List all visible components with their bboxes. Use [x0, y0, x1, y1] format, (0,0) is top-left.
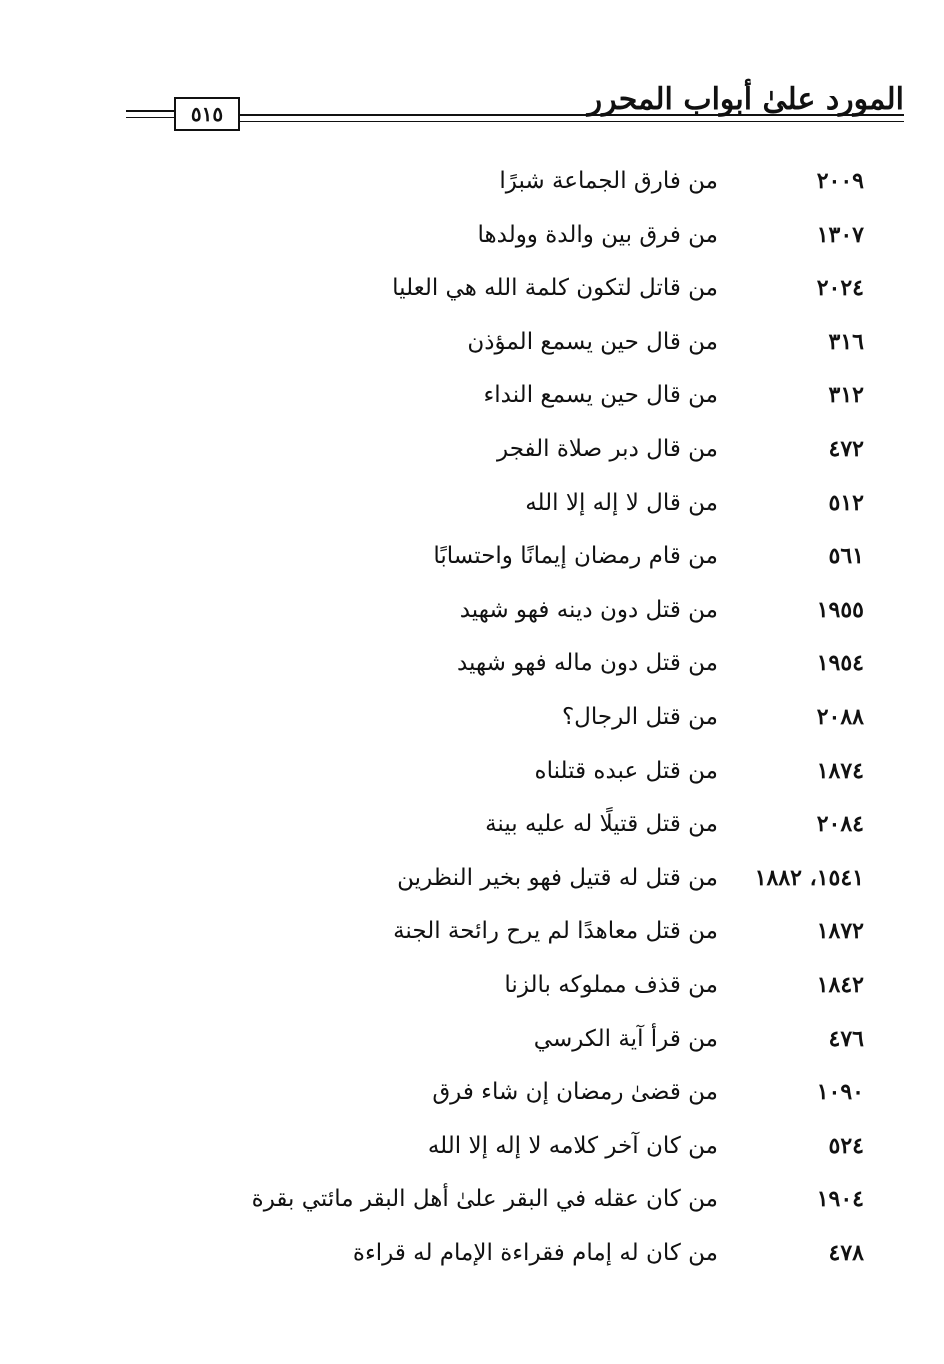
entry-number: ١٨٧٢ — [816, 918, 864, 945]
list-item — [0, 908, 944, 962]
entry-number: ٥٦١ — [828, 543, 864, 570]
entry-text: من كان آخر كلامه لا إله إلا الله — [427, 1132, 718, 1159]
entry-number: ٥١٢ — [828, 489, 864, 516]
entry-text: من قتل دون دينه فهو شهيد — [459, 596, 718, 623]
entry-number: ٤٧٦ — [828, 1025, 864, 1052]
entry-number: ١٨٤٢ — [816, 971, 864, 998]
entry-number: ٢٠٢٤ — [816, 275, 864, 302]
entry-number: ١٩٥٥ — [816, 596, 864, 623]
entry-text: من قتل معاهدًا لم يرح رائحة الجنة — [393, 918, 718, 945]
list-item — [0, 1016, 944, 1070]
header-rule-left-bottom — [126, 117, 174, 118]
entry-number: ٤٧٨ — [828, 1239, 864, 1266]
entry-text: من كان عقله في البقر علىٰ أهل البقر مائتي بقرة — [251, 1186, 718, 1213]
entry-text: من قال حين يسمع النداء — [483, 382, 718, 409]
entry-number: ١٩٥٤ — [816, 650, 864, 677]
list-item — [0, 1230, 944, 1284]
entry-number: ٤٧٢ — [828, 435, 864, 462]
entry-text: من قال لا إله إلا الله — [525, 489, 718, 516]
entry-text: من قتل له قتيل فهو بخير النظرين — [397, 864, 718, 891]
list-item — [0, 372, 944, 426]
list-item — [0, 426, 944, 480]
list-item — [0, 319, 944, 373]
list-item — [0, 265, 944, 319]
header-rule-right-bottom — [240, 121, 904, 122]
entry-text: من فرق بين والدة وولدها — [477, 221, 718, 248]
entry-number: ١٨٧٤ — [816, 757, 864, 784]
entry-text: من قتل قتيلًا له عليه بينة — [485, 811, 718, 838]
entry-text: من قتل عبده قتلناه — [534, 757, 718, 784]
entry-text: من قال دبر صلاة الفجر — [497, 435, 718, 462]
entry-text: من قذف مملوكه بالزنا — [504, 971, 718, 998]
entry-number: ٢٠٨٤ — [816, 811, 864, 838]
list-item — [0, 962, 944, 1016]
entry-text: من قتل دون ماله فهو شهيد — [456, 650, 718, 677]
list-item — [0, 855, 944, 909]
running-title: المورد علىٰ أبواب المحرر — [587, 82, 904, 117]
entry-text: من كان له إمام فقراءة الإمام له قراءة — [352, 1239, 718, 1266]
entry-number: ٥٢٤ — [828, 1132, 864, 1159]
entry-number: ١٣٠٧ — [816, 221, 864, 248]
entry-text: من فارق الجماعة شبرًا — [499, 168, 718, 194]
list-item — [0, 1123, 944, 1177]
list-item — [0, 480, 944, 534]
index-list — [0, 158, 944, 1283]
list-item — [0, 158, 944, 212]
header-rule-left-top — [126, 110, 174, 112]
page-header — [0, 0, 944, 140]
page-number: ٥١٥ — [174, 97, 240, 131]
entry-number: ٢٠٠٩ — [816, 168, 864, 194]
list-item — [0, 533, 944, 587]
list-item — [0, 801, 944, 855]
entry-number: ٣١٦ — [828, 328, 864, 355]
entry-number: ١٠٩٠ — [816, 1079, 864, 1106]
list-item — [0, 640, 944, 694]
list-item — [0, 748, 944, 802]
entry-number: ٣١٢ — [828, 382, 864, 409]
list-item — [0, 587, 944, 641]
entry-number: ١٥٤١، ١٨٨٢ — [754, 864, 864, 891]
list-item — [0, 694, 944, 748]
entry-number: ١٩٠٤ — [816, 1186, 864, 1213]
entry-text: من قرأ آية الكرسي — [533, 1025, 718, 1052]
list-item — [0, 212, 944, 266]
list-item — [0, 1176, 944, 1230]
header-rule-right-top — [240, 114, 904, 116]
list-item — [0, 1069, 944, 1123]
entry-text: من قتل الرجال؟ — [561, 703, 718, 730]
entry-text: من قاتل لتكون كلمة الله هي العليا — [392, 275, 718, 302]
entry-number: ٢٠٨٨ — [816, 703, 864, 730]
entry-text: من قال حين يسمع المؤذن — [467, 328, 718, 355]
entry-text: من قام رمضان إيمانًا واحتسابًا — [433, 543, 718, 570]
entry-text: من قضىٰ رمضان إن شاء فرق — [432, 1079, 718, 1106]
